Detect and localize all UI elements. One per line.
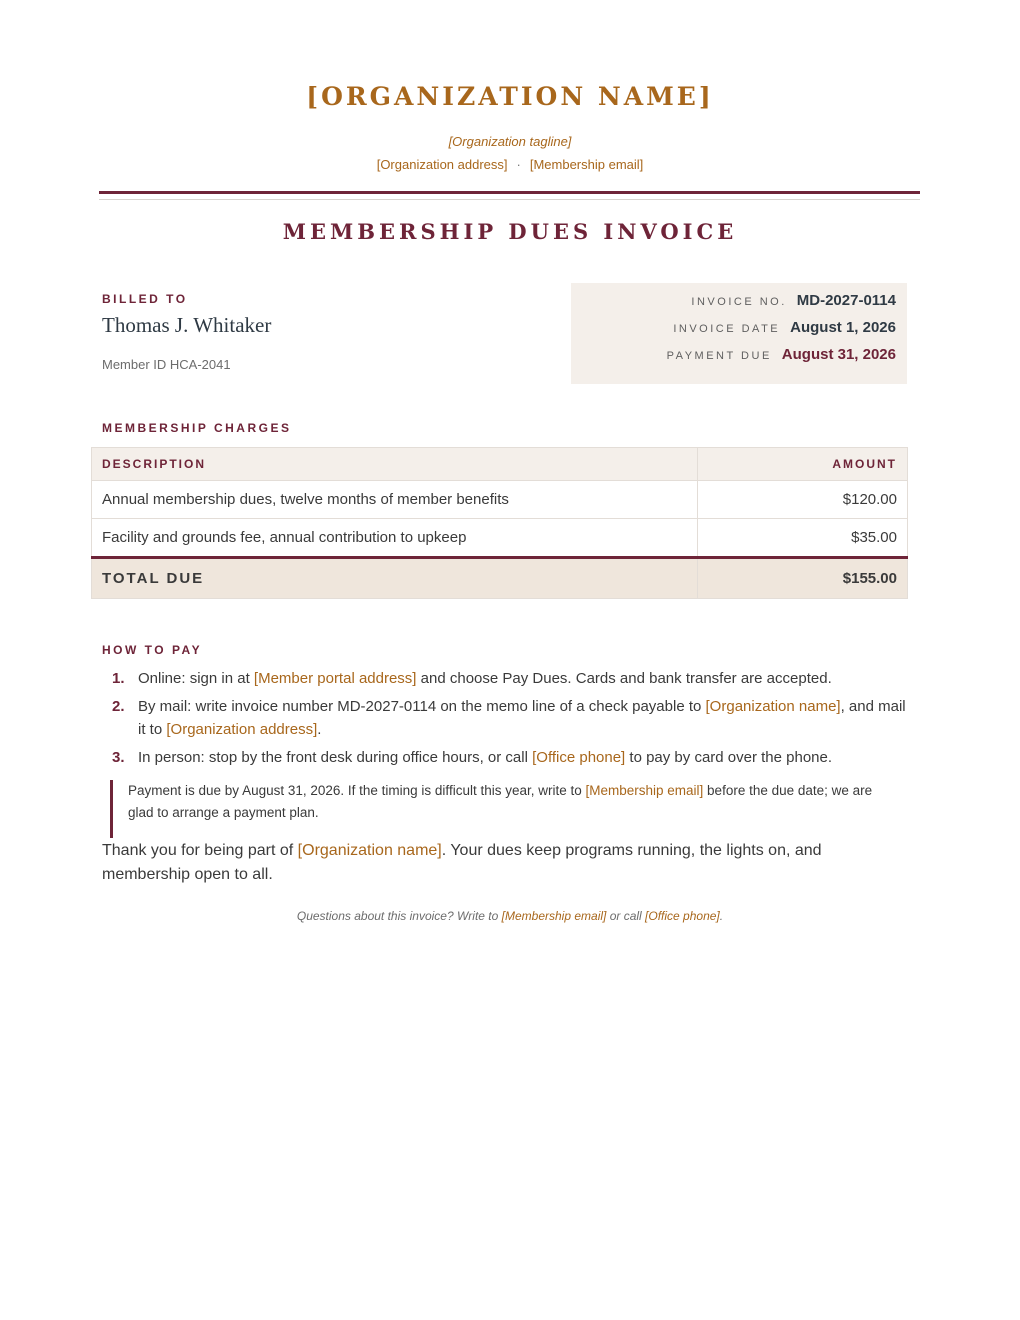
organization-address-placeholder: [Organization address] <box>166 721 318 738</box>
list-item <box>102 695 912 741</box>
footer-text: Questions about this invoice? Write to <box>296 909 502 923</box>
payment-due-row <box>667 346 896 363</box>
payment-due-value: August 31, 2026 <box>781 346 896 363</box>
item-text: By mail: write invoice number MD-2027-0114 on the memo line of a check payable to <box>138 698 706 715</box>
note-text: Payment is due by August 31, 2026. If the timing is difficult this year, write to <box>128 783 586 798</box>
charges-table <box>91 447 908 599</box>
item-text: . <box>317 721 322 738</box>
membership-charges-label: MEMBERSHIP CHARGES <box>102 421 292 435</box>
row-description: Annual membership dues, twelve months of member benefits <box>92 481 698 519</box>
membership-email-placeholder: [Membership email] <box>501 909 607 923</box>
organization-address: [Organization address] <box>376 157 508 172</box>
total-due-amount: $155.00 <box>698 558 908 599</box>
amount-column-header: AMOUNT <box>698 448 908 481</box>
header-rule-thick <box>99 191 920 194</box>
invoice-number-label: INVOICE NO. <box>691 296 787 308</box>
invoice-date-label: INVOICE DATE <box>673 323 781 335</box>
thanks-text: . Your dues keep programs running, the lights on, and membership open to all. <box>102 842 822 883</box>
organization-contact <box>0 157 1020 172</box>
invoice-number-row <box>691 292 896 309</box>
thanks-text: Thank you for being part of <box>102 842 298 859</box>
table-header-row <box>92 448 908 481</box>
payment-methods-list <box>102 667 912 774</box>
item-text: Online: sign in at <box>138 670 254 687</box>
list-item <box>102 667 912 690</box>
table-row <box>92 519 908 558</box>
list-item <box>102 746 912 769</box>
office-phone-placeholder: [Office phone] <box>532 749 626 766</box>
organization-name-placeholder: [Organization name] <box>297 842 442 859</box>
how-to-pay-label: HOW TO PAY <box>102 643 203 657</box>
member-id: Member ID HCA-2041 <box>102 357 231 372</box>
total-row <box>92 558 908 599</box>
description-column-header: DESCRIPTION <box>92 448 698 481</box>
billed-to-label: BILLED TO <box>102 292 188 306</box>
row-amount: $120.00 <box>698 481 908 519</box>
payment-plan-note <box>110 780 886 838</box>
invoice-date-row <box>673 319 896 336</box>
list-number: 2. <box>112 698 125 715</box>
contact-separator: · <box>516 157 521 172</box>
billed-to-name: Thomas J. Whitaker <box>102 313 272 337</box>
payment-due-label: PAYMENT DUE <box>666 350 772 362</box>
item-text: In person: stop by the front desk during office hours, or call <box>138 749 533 766</box>
invoice-meta-box <box>571 283 907 384</box>
membership-email-placeholder: [Membership email] <box>585 783 704 798</box>
row-amount: $35.00 <box>698 519 908 558</box>
office-phone-placeholder: [Office phone] <box>645 909 720 923</box>
invoice-date-value: August 1, 2026 <box>790 319 896 336</box>
thank-you-message <box>102 839 902 887</box>
item-text: to pay by card over the phone. <box>625 749 833 766</box>
item-text: , and mail it to <box>138 698 906 738</box>
list-number: 1. <box>112 670 125 687</box>
membership-email: [Membership email] <box>529 157 644 172</box>
item-text: and choose Pay Dues. Cards and bank transfer are accepted. <box>416 670 832 687</box>
footer-text: . <box>719 909 724 923</box>
organization-name: [ORGANIZATION NAME] <box>306 82 714 111</box>
organization-tagline: [Organization tagline] <box>448 134 572 149</box>
document-title: MEMBERSHIP DUES INVOICE <box>282 219 738 244</box>
organization-name-placeholder: [Organization name] <box>705 698 841 715</box>
list-number: 3. <box>112 749 125 766</box>
header-rule-thin <box>99 199 920 200</box>
member-portal-placeholder: [Member portal address] <box>253 670 417 687</box>
footer-note <box>0 909 1020 923</box>
total-due-label: TOTAL DUE <box>92 558 698 599</box>
row-description: Facility and grounds fee, annual contribution to upkeep <box>92 519 698 558</box>
invoice-number-value: MD-2027-0114 <box>796 292 896 309</box>
note-text: before the due date; we are glad to arrange a payment plan. <box>128 783 873 820</box>
footer-text: or call <box>606 909 646 923</box>
table-row <box>92 481 908 519</box>
